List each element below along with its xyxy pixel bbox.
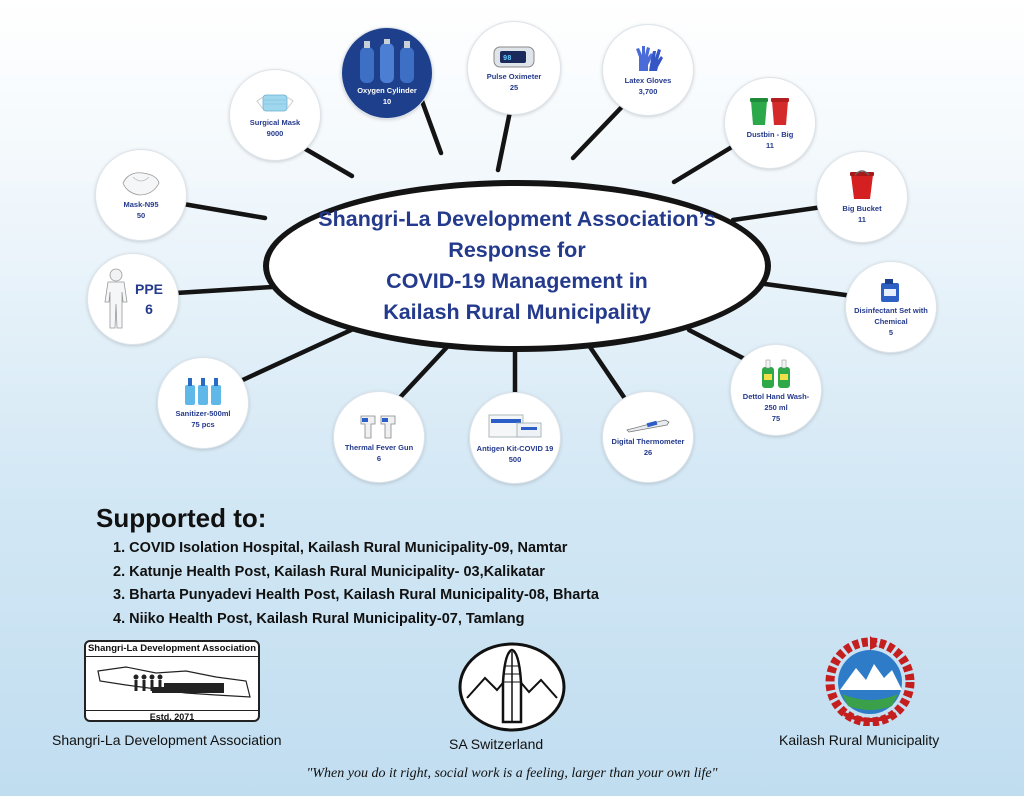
item-name: Latex Gloves [624,76,672,85]
nepal-emblem-logo [822,634,918,726]
item-name: Oxygen Cylinder [357,86,417,95]
item-name: Antigen Kit-COVID 19 [476,444,554,453]
item-name: Mask-N95 [123,200,159,209]
item-dustbin-big [725,78,815,168]
item-big-bucket [817,152,907,242]
item-sanitizer [158,358,248,448]
dustbin-icon [748,95,792,127]
item-qty: 3,700 [638,87,658,96]
thermometer-icon [623,416,673,434]
supported-list [113,537,599,631]
kailash-caption: Kailash Rural Municipality [779,732,940,748]
title-line-1: Shangri-La Development Association’s [318,207,716,231]
item-name: Thermal Fever Gun [344,443,414,452]
item-qty: 11 [858,215,866,224]
item-name: PPE [134,281,163,297]
sa-switzerland-caption: SA Switzerland [449,736,544,752]
item-qty: 75 [771,413,781,423]
item-name: Pulse Oximeter [486,72,542,81]
title-line-3: COVID-19 Management in [386,269,648,293]
item-latex-gloves [603,25,693,115]
item-name: Surgical Mask [249,118,301,127]
shangri-la-map-logo [86,657,258,705]
ppe-suit-icon [103,268,129,330]
bucket-icon [847,169,877,201]
list-item: 1. COVID Isolation Hospital, Kailash Rural Municipality-09, Namtar [113,540,568,556]
footer-quote: "When you do it right, social work is a feeling, larger than your own life" [306,766,718,781]
svg-text:98: 98 [503,55,512,63]
title-line-2: Response for [448,238,586,262]
shangri-la-caption: Shangri-La Development Association [52,732,282,748]
item-qty: 6 [376,454,382,463]
item-name: Digital Thermometer [611,437,685,446]
item-qty: 5 [888,327,894,337]
item-antigen-kit [470,393,560,483]
item-name: Disinfectant Set with Chemical [854,305,928,326]
item-mask-n95 [96,150,186,240]
item-qty: 25 [509,83,519,92]
supported-heading: Supported to: [96,503,267,533]
item-qty: 11 [766,141,774,150]
surgical-mask-icon [255,91,295,115]
list-item: 4. Niiko Health Post, Kailash Rural Municipality-07, Tamlang [113,610,525,627]
item-name: Big Bucket [842,204,882,213]
sanitizer-icon [183,376,223,406]
disinfectant-icon [877,277,905,303]
n95-mask-icon [119,169,163,197]
shangri-la-logo [84,640,260,722]
item-dettol-hand-wash [731,345,821,435]
antigen-kit-icon [487,411,543,441]
item-surgical-mask [230,70,320,160]
item-disinfectant-set [846,262,936,352]
item-digital-thermometer [603,392,693,482]
pulse-oximeter-icon [492,43,536,69]
item-qty: 10 [382,97,392,106]
list-item: 3. Bharta Punyadevi Health Post, Kailash Rural Municipality-08, Bharta [113,587,599,603]
logo-box-title: Shangri-La Development Association [86,642,258,657]
item-qty: 50 [136,211,146,220]
item-qty: 9000 [266,129,284,138]
hand-wash-icon [759,357,793,389]
namaste-hands-logo [457,642,567,732]
title-line-4: Kailash Rural Municipality [383,300,651,324]
fever-gun-icon [357,410,401,440]
item-qty: 26 [643,448,653,457]
item-pulse-oximeter [468,22,560,114]
latex-gloves-icon [631,43,665,73]
list-item: 2. Katunje Health Post, Kailash Rural Municipality- 03,Kalikatar [113,563,545,580]
item-ppe [88,254,178,344]
item-oxygen-cylinder [342,28,432,118]
title-ellipse [263,180,771,352]
item-qty: 6 [145,301,153,317]
item-thermal-fever-gun [334,392,424,482]
item-name: Dettol Hand Wash-250 ml [742,391,810,412]
oxygen-cylinder-icon [352,39,422,83]
logo-box-estd: Estd. 2071 [86,710,258,724]
item-qty: 500 [508,455,522,464]
item-name: Dustbin - Big [746,130,794,139]
item-name: Sanitizer-500ml [175,409,231,418]
item-qty: 75 pcs [191,420,215,429]
